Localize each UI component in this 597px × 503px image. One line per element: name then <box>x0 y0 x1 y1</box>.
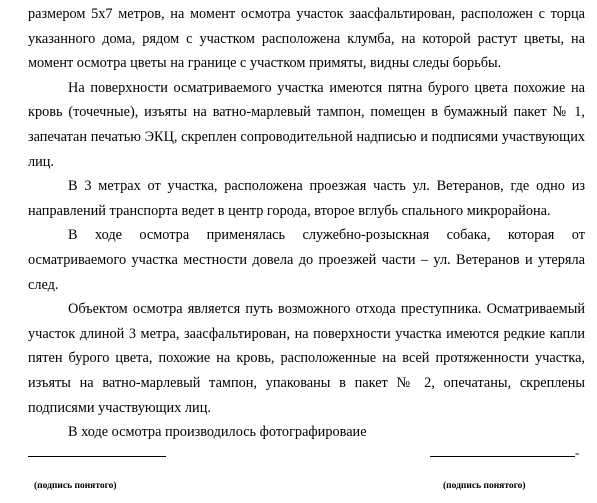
document-body <box>28 2 585 445</box>
signature-label-right: (подпись понятого) <box>443 481 526 491</box>
paragraph-blood-stains: На поверхности осматриваемого участка имеются пятна бурого цвета похожие на кровь (точечные), изъяты на ватно-марлевый тампон, помещен в бумажный пакет № 1, запечатан печатью ЭКЦ, скреплен сопроводительной надписью и подписями участвующих лиц. <box>28 79 585 170</box>
signature-line-left <box>28 456 166 457</box>
signature-label-left: (подпись понятого) <box>34 481 117 491</box>
paragraph-roadway: В 3 метрах от участка, расположена проезжая часть ул. Ветеранов, где одно из направлений транспорта ведет в центр города, второе вглубь спального микрорайона. <box>28 178 585 219</box>
signature-line-right-mark: - <box>575 445 580 460</box>
paragraph-search-dog: В ходе осмотра применялась служебно-розыскная собака, которая от осматриваемого участка местности довела до проезжей части – ул. Ветеранов и утеряла след. <box>28 227 585 293</box>
paragraph-scene-description: размером 5х7 метров, на момент осмотра участок заасфальтирован, расположен с торца указанного дома, рядом с участком расположена клумба, на которой растут цветы, на момент осмотра цветы на границе с участком примяты, видны следы борьбы. <box>28 6 585 72</box>
paragraph-escape-route: Объектом осмотра является путь возможного отхода преступника. Осматриваемый участок длиной 3 метра, заасфальтирован, на поверхности участка имеются редкие капли пятен бурого цвета, похожие на кровь, расположенные на всей протяженности участка, изъяты на ватно-марлевый тампон, упакованы в пакет № 2, опечатаны, скреплены подписями участвующих лиц. <box>28 301 585 416</box>
signature-line-right <box>430 456 575 457</box>
paragraph-photography: В ходе осмотра производилось фотографироваие <box>68 424 367 441</box>
